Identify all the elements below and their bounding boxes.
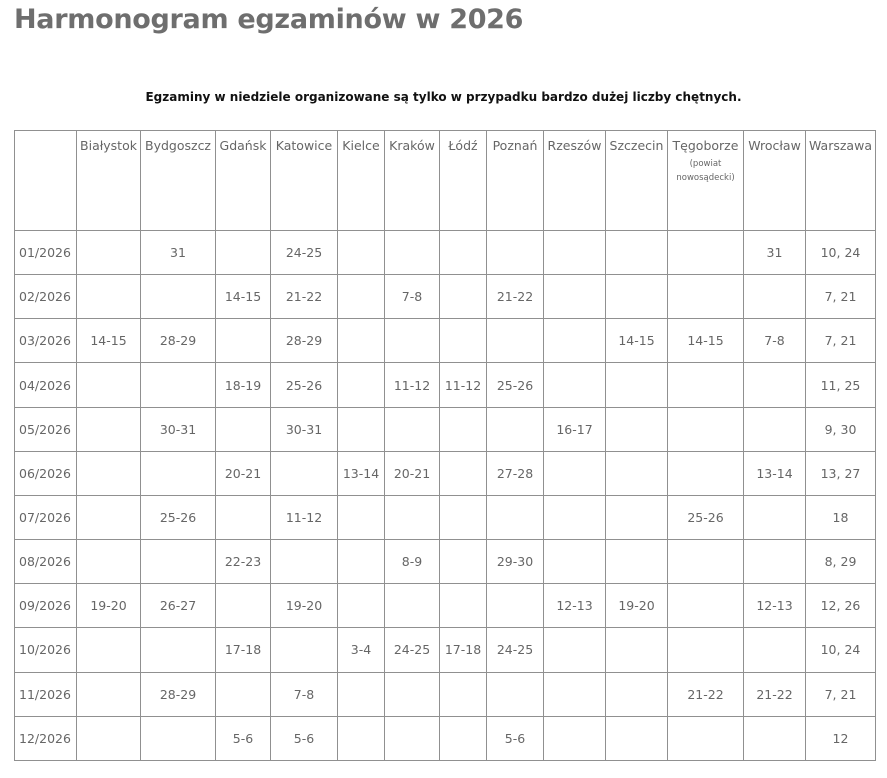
table-body (15, 231, 876, 761)
exam-dates-cell (77, 407, 141, 451)
sunday-exams-note: Egzaminy w niedziele organizowane są tylko w przypadku bardzo dużej liczby chętnych. (145, 90, 742, 104)
exam-dates-cell (744, 540, 806, 584)
exam-dates-cell (338, 584, 385, 628)
exam-dates-cell (338, 407, 385, 451)
exam-dates-cell: 13-14 (338, 451, 385, 495)
exam-dates-cell: 7, 21 (806, 672, 876, 716)
month-cell: 07/2026 (15, 495, 77, 539)
page-title: Harmonogram egzaminów w 2026 (14, 4, 524, 35)
exam-dates-cell (271, 628, 338, 672)
exam-dates-cell (487, 231, 544, 275)
month-cell: 11/2026 (15, 672, 77, 716)
column-header (141, 131, 216, 231)
table-row (15, 540, 876, 584)
exam-dates-cell: 25-26 (668, 495, 744, 539)
city-name: Warszawa (809, 138, 872, 153)
exam-dates-cell (606, 672, 668, 716)
exam-dates-cell: 22-23 (216, 540, 271, 584)
column-header (744, 131, 806, 231)
exam-dates-cell (141, 363, 216, 407)
exam-dates-cell: 20-21 (385, 451, 440, 495)
table-row (15, 231, 876, 275)
exam-dates-cell (544, 363, 606, 407)
exam-dates-cell: 16-17 (544, 407, 606, 451)
exam-dates-cell: 18 (806, 495, 876, 539)
column-header (606, 131, 668, 231)
exam-dates-cell (544, 231, 606, 275)
exam-dates-cell (440, 716, 487, 760)
exam-dates-cell (606, 495, 668, 539)
exam-dates-cell (668, 584, 744, 628)
column-header (271, 131, 338, 231)
city-name: Kielce (342, 138, 380, 153)
exam-dates-cell (216, 319, 271, 363)
exam-dates-cell: 25-26 (271, 363, 338, 407)
table-row (15, 407, 876, 451)
exam-dates-cell (487, 319, 544, 363)
exam-dates-cell: 7, 21 (806, 319, 876, 363)
exam-dates-cell (440, 319, 487, 363)
exam-dates-cell: 21-22 (744, 672, 806, 716)
exam-dates-cell (338, 363, 385, 407)
exam-dates-cell: 12-13 (744, 584, 806, 628)
exam-dates-cell (668, 231, 744, 275)
exam-dates-cell (338, 540, 385, 584)
exam-dates-cell (271, 540, 338, 584)
exam-dates-cell (216, 584, 271, 628)
exam-dates-cell: 12, 26 (806, 584, 876, 628)
table-row (15, 495, 876, 539)
exam-dates-cell (606, 407, 668, 451)
exam-dates-cell (606, 716, 668, 760)
column-header (806, 131, 876, 231)
exam-dates-cell (744, 495, 806, 539)
column-header (216, 131, 271, 231)
exam-dates-cell: 5-6 (271, 716, 338, 760)
exam-dates-cell: 21-22 (271, 275, 338, 319)
exam-dates-cell: 11-12 (271, 495, 338, 539)
exam-dates-cell: 24-25 (271, 231, 338, 275)
exam-dates-cell: 10, 24 (806, 628, 876, 672)
exam-dates-cell (385, 584, 440, 628)
exam-dates-cell (141, 716, 216, 760)
exam-dates-cell (744, 628, 806, 672)
exam-dates-cell (216, 495, 271, 539)
exam-dates-cell: 12-13 (544, 584, 606, 628)
exam-dates-cell (141, 540, 216, 584)
exam-dates-cell (487, 584, 544, 628)
table-row (15, 584, 876, 628)
table-row (15, 319, 876, 363)
exam-dates-cell (440, 275, 487, 319)
exam-dates-cell (487, 672, 544, 716)
exam-dates-cell (668, 363, 744, 407)
exam-dates-cell (440, 584, 487, 628)
exam-dates-cell: 8, 29 (806, 540, 876, 584)
column-header (338, 131, 385, 231)
exam-dates-cell (487, 495, 544, 539)
exam-dates-cell: 19-20 (77, 584, 141, 628)
city-name: Kraków (389, 138, 435, 153)
city-name: Rzeszów (547, 138, 602, 153)
exam-dates-cell (77, 495, 141, 539)
exam-dates-cell (271, 451, 338, 495)
exam-dates-cell (544, 672, 606, 716)
table-row (15, 451, 876, 495)
exam-dates-cell: 7, 21 (806, 275, 876, 319)
exam-dates-cell (544, 319, 606, 363)
exam-dates-cell (216, 672, 271, 716)
exam-dates-cell: 5-6 (216, 716, 271, 760)
exam-dates-cell (385, 407, 440, 451)
exam-dates-cell (77, 540, 141, 584)
exam-dates-cell (385, 672, 440, 716)
exam-dates-cell: 25-26 (141, 495, 216, 539)
exam-dates-cell (544, 716, 606, 760)
exam-dates-cell: 8-9 (385, 540, 440, 584)
exam-dates-cell: 28-29 (141, 319, 216, 363)
exam-dates-cell: 10, 24 (806, 231, 876, 275)
exam-dates-cell (744, 716, 806, 760)
table-header-row (15, 131, 876, 231)
exam-dates-cell (606, 275, 668, 319)
exam-dates-cell (141, 275, 216, 319)
exam-dates-cell: 21-22 (668, 672, 744, 716)
exam-dates-cell (141, 628, 216, 672)
exam-dates-cell: 7-8 (744, 319, 806, 363)
exam-dates-cell (385, 231, 440, 275)
exam-dates-cell: 28-29 (271, 319, 338, 363)
exam-dates-cell: 14-15 (216, 275, 271, 319)
month-cell: 01/2026 (15, 231, 77, 275)
exam-dates-cell: 30-31 (271, 407, 338, 451)
city-name: Szczecin (609, 138, 664, 153)
column-header (440, 131, 487, 231)
exam-dates-cell (487, 407, 544, 451)
exam-dates-cell (606, 363, 668, 407)
exam-dates-cell: 17-18 (216, 628, 271, 672)
exam-dates-cell: 24-25 (385, 628, 440, 672)
exam-dates-cell: 7-8 (385, 275, 440, 319)
table-row (15, 275, 876, 319)
header-corner-cell (15, 131, 77, 231)
exam-dates-cell (440, 672, 487, 716)
exam-dates-cell (544, 451, 606, 495)
exam-dates-cell: 21-22 (487, 275, 544, 319)
table-row (15, 363, 876, 407)
exam-dates-cell: 18-19 (216, 363, 271, 407)
exam-dates-cell: 11-12 (440, 363, 487, 407)
city-subtitle: (powiat nowosądecki) (676, 159, 735, 184)
table-row (15, 672, 876, 716)
exam-dates-cell: 13, 27 (806, 451, 876, 495)
city-name: Wrocław (748, 138, 801, 153)
column-header (385, 131, 440, 231)
exam-dates-cell: 5-6 (487, 716, 544, 760)
exam-dates-cell: 26-27 (141, 584, 216, 628)
exam-dates-cell (606, 628, 668, 672)
exam-dates-cell: 12 (806, 716, 876, 760)
exam-dates-cell (141, 451, 216, 495)
city-name: Bydgoszcz (145, 138, 211, 153)
exam-dates-cell: 13-14 (744, 451, 806, 495)
city-name: Katowice (275, 138, 333, 153)
column-header (544, 131, 606, 231)
city-name: Łódź (448, 138, 478, 153)
month-cell: 12/2026 (15, 716, 77, 760)
exam-dates-cell: 7-8 (271, 672, 338, 716)
exam-dates-cell (338, 716, 385, 760)
exam-dates-cell: 14-15 (77, 319, 141, 363)
month-cell: 08/2026 (15, 540, 77, 584)
exam-dates-cell (668, 716, 744, 760)
exam-dates-cell: 28-29 (141, 672, 216, 716)
exam-dates-cell (338, 319, 385, 363)
exam-dates-cell (216, 231, 271, 275)
exam-dates-cell: 17-18 (440, 628, 487, 672)
month-cell: 09/2026 (15, 584, 77, 628)
exam-dates-cell (77, 628, 141, 672)
exam-dates-cell (338, 672, 385, 716)
exam-dates-cell (606, 540, 668, 584)
exam-dates-cell: 30-31 (141, 407, 216, 451)
exam-dates-cell (338, 231, 385, 275)
exam-dates-cell (338, 495, 385, 539)
exam-dates-cell (668, 628, 744, 672)
exam-dates-cell: 3-4 (338, 628, 385, 672)
exam-dates-cell (77, 363, 141, 407)
exam-dates-cell (744, 275, 806, 319)
exam-dates-cell (440, 231, 487, 275)
exam-dates-cell: 27-28 (487, 451, 544, 495)
table-row (15, 716, 876, 760)
exam-dates-cell (544, 495, 606, 539)
exam-dates-cell: 31 (141, 231, 216, 275)
exam-dates-cell (77, 275, 141, 319)
exam-dates-cell: 24-25 (487, 628, 544, 672)
exam-dates-cell: 20-21 (216, 451, 271, 495)
exam-dates-cell: 11-12 (385, 363, 440, 407)
city-name: Poznań (492, 138, 538, 153)
exam-dates-cell (668, 540, 744, 584)
exam-dates-cell (385, 319, 440, 363)
month-cell: 03/2026 (15, 319, 77, 363)
exam-dates-cell (440, 495, 487, 539)
month-cell: 02/2026 (15, 275, 77, 319)
exam-dates-cell: 19-20 (606, 584, 668, 628)
exam-dates-cell: 25-26 (487, 363, 544, 407)
exam-dates-cell: 31 (744, 231, 806, 275)
exam-dates-cell: 19-20 (271, 584, 338, 628)
exam-dates-cell (744, 363, 806, 407)
exam-dates-cell (606, 451, 668, 495)
city-name: Gdańsk (219, 138, 267, 153)
exam-dates-cell (77, 451, 141, 495)
column-header (668, 131, 744, 231)
exam-dates-cell (338, 275, 385, 319)
table-row (15, 628, 876, 672)
exam-dates-cell (385, 716, 440, 760)
month-cell: 06/2026 (15, 451, 77, 495)
month-cell: 05/2026 (15, 407, 77, 451)
exam-dates-cell (544, 275, 606, 319)
exam-dates-cell (744, 407, 806, 451)
city-name: Białystok (80, 138, 137, 153)
exam-dates-cell: 9, 30 (806, 407, 876, 451)
exam-dates-cell (77, 672, 141, 716)
exam-dates-cell (544, 628, 606, 672)
exam-dates-cell (77, 231, 141, 275)
exam-dates-cell (77, 716, 141, 760)
exam-dates-cell (440, 407, 487, 451)
column-header (77, 131, 141, 231)
exam-dates-cell: 29-30 (487, 540, 544, 584)
exam-dates-cell (606, 231, 668, 275)
exam-dates-cell: 11, 25 (806, 363, 876, 407)
month-cell: 04/2026 (15, 363, 77, 407)
city-name: Tęgoborze (672, 138, 739, 153)
exam-dates-cell (668, 451, 744, 495)
month-cell: 10/2026 (15, 628, 77, 672)
column-header (487, 131, 544, 231)
exam-dates-cell (668, 407, 744, 451)
exam-dates-cell (440, 451, 487, 495)
exam-schedule-table (14, 130, 876, 761)
exam-dates-cell (385, 495, 440, 539)
exam-dates-cell (216, 407, 271, 451)
exam-dates-cell: 14-15 (668, 319, 744, 363)
exam-dates-cell: 14-15 (606, 319, 668, 363)
exam-dates-cell (440, 540, 487, 584)
exam-dates-cell (544, 540, 606, 584)
exam-dates-cell (668, 275, 744, 319)
